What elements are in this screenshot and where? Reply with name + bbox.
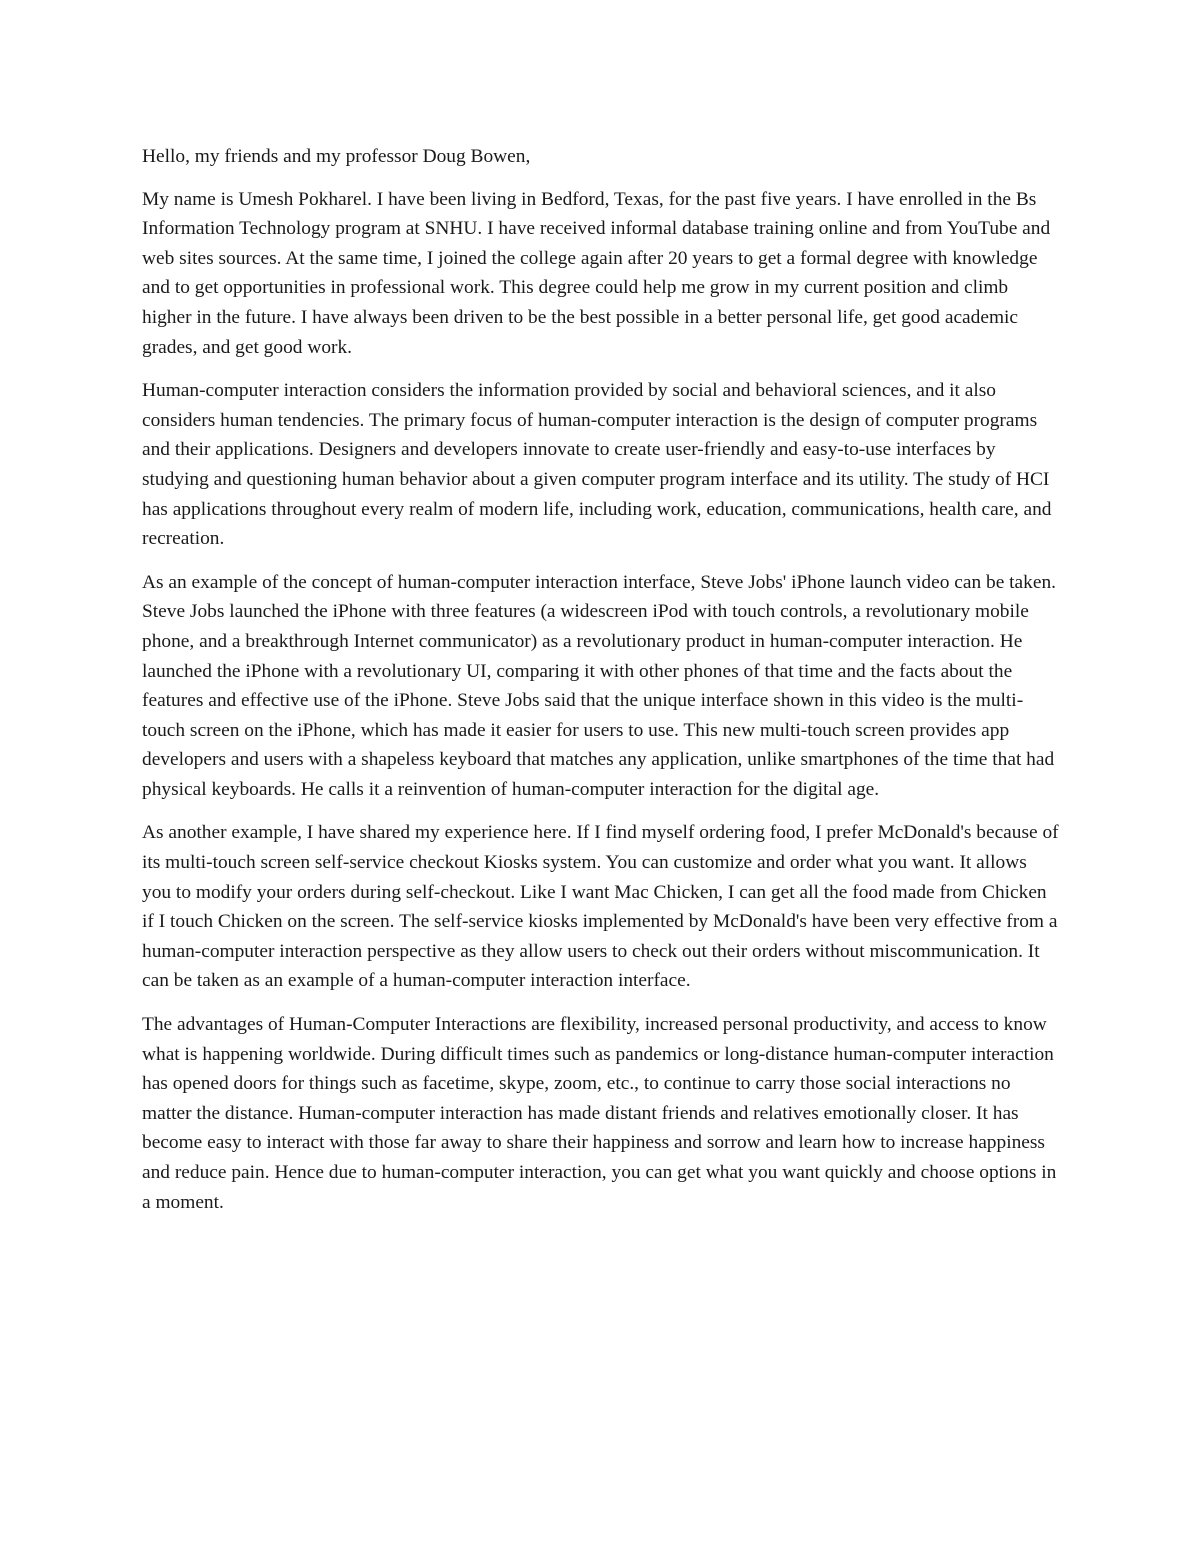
paragraph-introduction: My name is Umesh Pokharel. I have been living in Bedford, Texas, for the past five years. I have enrolled in the Bs Information Technology program at SNHU. I have received informal database training online and from YouTube and web sites sources. At the same time, I joined the college again after 20 years to get a formal degree with knowledge and to get opportunities in professional work. This degree could help me grow in my current position and climb higher in the future. I have always been driven to be the best possible in a better personal life, get good academic grades, and get good work. xyxy=(142,188,1051,358)
paragraph-hci-definition: Human-computer interaction considers the information provided by social and behavioral sciences, and it also considers human tendencies. The primary focus of human-computer interaction is the design of computer programs and their applications. Designers and developers innovate to create user-friendly and easy-to-use interfaces by studying and questioning human behavior about a given computer program interface and its utility. The study of HCI has applications throughout every realm of modern life, including work, education, communications, health care, and recreation. xyxy=(142,380,1052,550)
paragraph-iphone-example: As an example of the concept of human-computer interaction interface, Steve Jobs' iPhone launch video can be taken. Steve Jobs launched the iPhone with three features (a widescreen iPod with touch controls, a revolutionary mobile phone, and a breakthrough Internet communicator) as a revolutionary product in human-computer interaction. He launched the iPhone with a revolutionary UI, comparing it with other phones of that time and the facts about the features and effective use of the iPhone. Steve Jobs said that the unique interface shown in this video is the multi-touch screen on the iPhone, which has made it easier for users to use. This new multi-touch screen provides app developers and users with a shapeless keyboard that matches any application, unlike smartphones of the time that had physical keyboards. He calls it a reinvention of human-computer interaction for the digital age. xyxy=(142,571,1056,800)
greeting-line: Hello, my friends and my professor Doug Bowen, xyxy=(142,146,531,167)
paragraph-advantages: The advantages of Human-Computer Interactions are flexibility, increased personal productivity, and access to know what is happening worldwide. During difficult times such as pandemics or long-distance human-computer interaction has opened doors for things such as facetime, skype, zoom, etc., to continue to carry those social interactions no matter the distance. Human-computer interaction has made distant friends and relatives emotionally closer. It has become easy to interact with those far away to share their happiness and sorrow and learn how to increase happiness and reduce pain. Hence due to human-computer interaction, you can get what you want quickly and choose options in a moment. xyxy=(142,1014,1057,1213)
paragraph-mcdonalds-example: As another example, I have shared my experience here. If I find myself ordering food, I prefer McDonald's because of its multi-touch screen self-service checkout Kiosks system. You can customize and order what you want. It allows you to modify your orders during self-checkout. Like I want Mac Chicken, I can get all the food made from Chicken if I touch Chicken on the screen. The self-service kiosks implemented by McDonald's have been very effective from a human-computer interaction perspective as they allow users to check out their orders without miscommunication. It can be taken as an example of a human-computer interaction interface. xyxy=(142,822,1059,992)
